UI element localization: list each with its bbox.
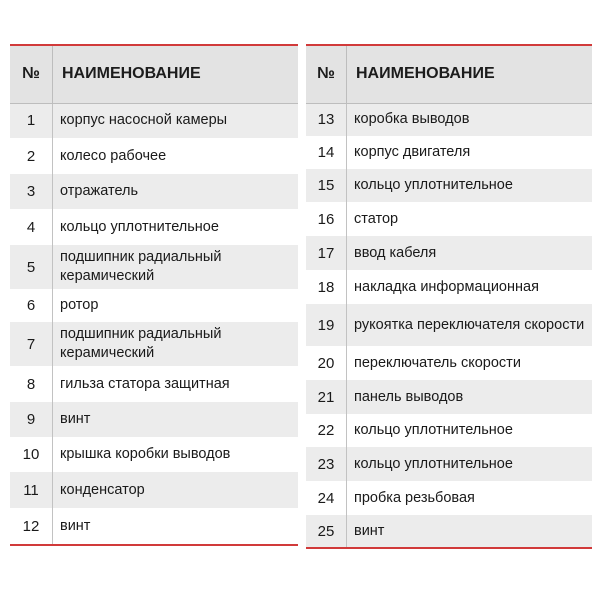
table-row xyxy=(306,447,592,481)
row-number: 20 xyxy=(306,346,347,380)
table-body-left xyxy=(10,103,298,545)
table-row xyxy=(10,174,298,209)
table-row xyxy=(306,481,592,515)
table-row xyxy=(306,515,592,548)
table-row xyxy=(306,346,592,380)
table-row xyxy=(306,270,592,304)
row-number: 22 xyxy=(306,414,347,447)
table-row xyxy=(10,366,298,402)
table-row xyxy=(10,103,298,138)
parts-table-left xyxy=(10,44,298,546)
table-row xyxy=(10,472,298,508)
row-number: 8 xyxy=(10,366,53,402)
table-row xyxy=(10,245,298,289)
table-row xyxy=(306,136,592,169)
part-name: гильза статора защитная xyxy=(53,366,299,402)
part-name: переключатель скорости xyxy=(347,346,593,380)
row-number: 1 xyxy=(10,103,53,138)
part-name: отражатель xyxy=(53,174,299,209)
column-header-number: № xyxy=(10,45,53,103)
parts-table-right xyxy=(306,44,592,549)
part-name: конденсатор xyxy=(53,472,299,508)
table-row xyxy=(306,202,592,236)
table-body-right xyxy=(306,103,592,548)
row-number: 18 xyxy=(306,270,347,304)
part-name: кольцо уплотнительное xyxy=(347,414,593,447)
column-header-name: НАИМЕНОВАНИЕ xyxy=(53,45,299,103)
table-row xyxy=(306,236,592,270)
row-number: 17 xyxy=(306,236,347,270)
row-number: 12 xyxy=(10,508,53,545)
part-name: рукоятка переключателя скорости xyxy=(347,304,593,346)
table-row xyxy=(10,138,298,174)
part-name: коробка выводов xyxy=(347,103,593,136)
part-name: накладка информационная xyxy=(347,270,593,304)
part-name: винт xyxy=(53,402,299,437)
part-name: подшипник радиальный керамический xyxy=(53,245,299,289)
table-row xyxy=(10,508,298,545)
table-row xyxy=(306,304,592,346)
row-number: 5 xyxy=(10,245,53,289)
row-number: 6 xyxy=(10,289,53,322)
table-row xyxy=(10,437,298,472)
table-row xyxy=(10,322,298,366)
table-row xyxy=(306,169,592,202)
row-number: 7 xyxy=(10,322,53,366)
table-row xyxy=(10,402,298,437)
part-name: статор xyxy=(347,202,593,236)
column-header-number: № xyxy=(306,45,347,103)
row-number: 23 xyxy=(306,447,347,481)
table-header-row xyxy=(306,45,592,103)
table-row xyxy=(306,414,592,447)
part-name: корпус насосной камеры xyxy=(53,103,299,138)
table-header-row xyxy=(10,45,298,103)
part-name: крышка коробки выводов xyxy=(53,437,299,472)
part-name: колесо рабочее xyxy=(53,138,299,174)
column-header-name: НАИМЕНОВАНИЕ xyxy=(347,45,593,103)
part-name: кольцо уплотнительное xyxy=(347,169,593,202)
table-row xyxy=(306,380,592,414)
row-number: 13 xyxy=(306,103,347,136)
part-name: ввод кабеля xyxy=(347,236,593,270)
row-number: 21 xyxy=(306,380,347,414)
table-row xyxy=(10,209,298,245)
row-number: 2 xyxy=(10,138,53,174)
row-number: 19 xyxy=(306,304,347,346)
row-number: 25 xyxy=(306,515,347,548)
row-number: 10 xyxy=(10,437,53,472)
row-number: 14 xyxy=(306,136,347,169)
part-name: панель выводов xyxy=(347,380,593,414)
row-number: 24 xyxy=(306,481,347,515)
part-name: пробка резьбовая xyxy=(347,481,593,515)
row-number: 11 xyxy=(10,472,53,508)
row-number: 15 xyxy=(306,169,347,202)
table-row xyxy=(306,103,592,136)
row-number: 9 xyxy=(10,402,53,437)
row-number: 16 xyxy=(306,202,347,236)
part-name: кольцо уплотнительное xyxy=(53,209,299,245)
part-name: винт xyxy=(53,508,299,545)
part-name: ротор xyxy=(53,289,299,322)
part-name: винт xyxy=(347,515,593,548)
row-number: 3 xyxy=(10,174,53,209)
part-name: кольцо уплотнительное xyxy=(347,447,593,481)
row-number: 4 xyxy=(10,209,53,245)
part-name: подшипник радиальный керамический xyxy=(53,322,299,366)
part-name: корпус двигателя xyxy=(347,136,593,169)
table-row xyxy=(10,289,298,322)
